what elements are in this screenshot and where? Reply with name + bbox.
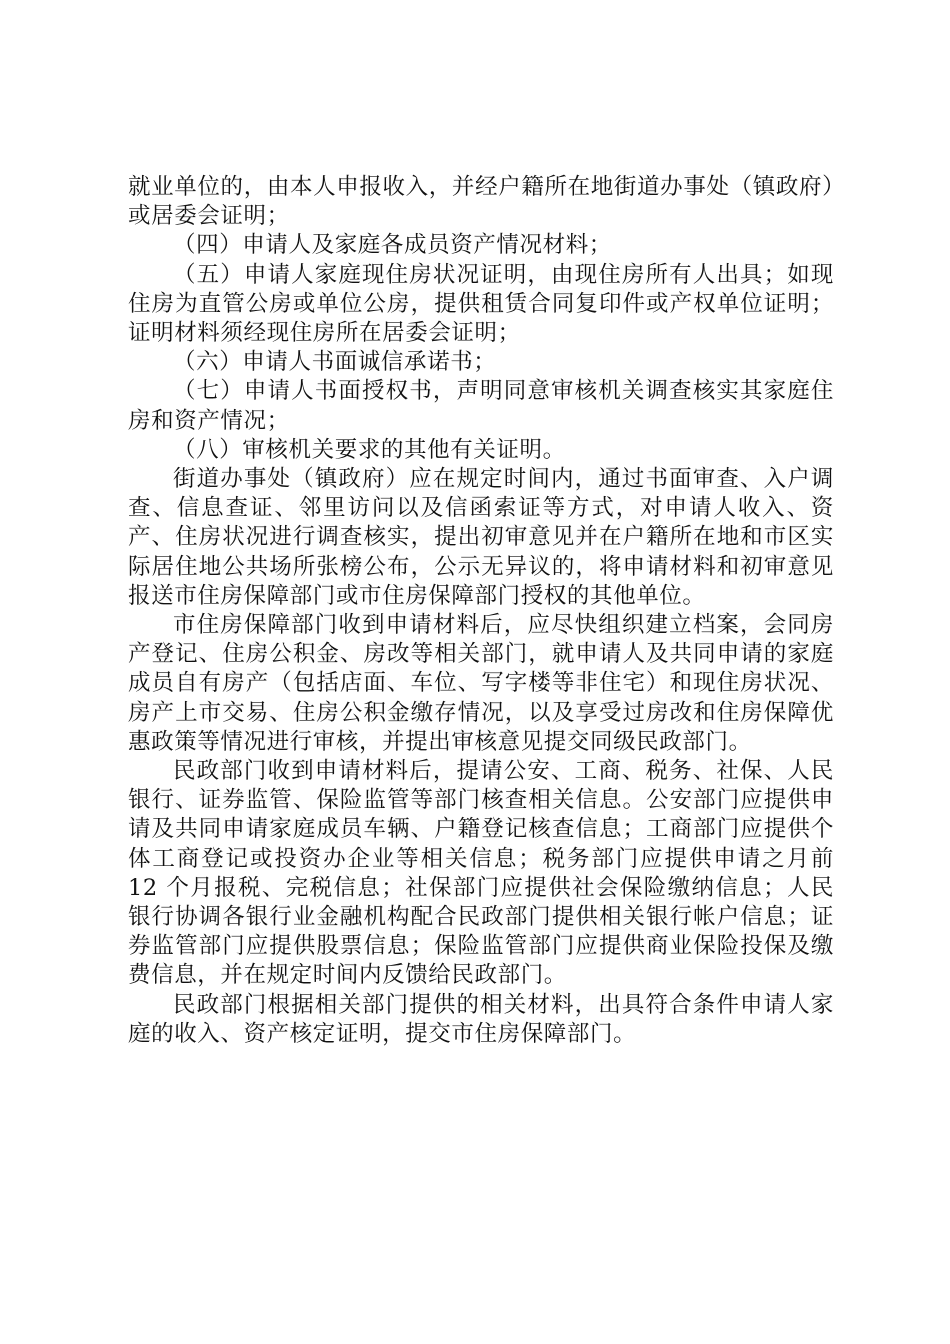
- paragraph-civil-affairs-certificate: 民政部门根据相关部门提供的相关材料，出具符合条件申请人家庭的收入、资产核定证明，提交市住房保障部门。: [128, 991, 834, 1047]
- paragraph-civil-affairs-check: 民政部门收到申请材料后，提请公安、工商、税务、社保、人民银行、证券监管、保险监管等部门核查相关信息。公安部门应提供申请及共同申请家庭成员车辆、户籍登记核查信息；工商部门应提供个体工商登记或投资办企业等相关信息；税务部门应提供申请之月前 12 个月报税、完税信息；社保部门应提供社会保险缴纳信息；人民银行协调各银行业金融机构配合民政部门提供相关银行帐户信息；证券监管部门应提供股票信息；保险监管部门应提供商业保险投保及缴费信息，并在规定时间内反馈给民政部门。: [128, 758, 834, 989]
- paragraph-item-6: （六）申请人书面诚信承诺书；: [173, 349, 497, 376]
- paragraph-income-continuation: 就业单位的，由本人申报收入，并经户籍所在地街道办事处（镇政府）或居委会证明；: [128, 174, 834, 230]
- paragraph-item-4: （四）申请人及家庭各成员资产情况材料；: [173, 232, 612, 259]
- paragraph-item-7: （七）申请人书面授权书，声明同意审核机关调查核实其家庭住房和资产情况；: [128, 378, 834, 434]
- paragraph-street-office-review: 街道办事处（镇政府）应在规定时间内，通过书面审查、入户调查、信息查证、邻里访问以及信函索证等方式，对申请人收入、资产、住房状况进行调查核实，提出初审意见并在户籍所在地和市区实际居住地公共场所张榜公布，公示无异议的，将申请材料和初审意见报送市住房保障部门或市住房保障部门授权的其他单位。: [128, 466, 834, 609]
- document-body: [128, 173, 834, 1049]
- paragraph-item-5: （五）申请人家庭现住房状况证明，由现住房所有人出具；如现住房为直管公房或单位公房，提供租赁合同复印件或产权单位证明；证明材料须经现住房所在居委会证明；: [128, 261, 834, 347]
- paragraph-item-8: （八）审核机关要求的其他有关证明。: [173, 436, 566, 463]
- paragraph-housing-dept-review: 市住房保障部门收到申请材料后，应尽快组织建立档案，会同房产登记、住房公积金、房改等相关部门，就申请人及共同申请的家庭成员自有房产（包括店面、车位、写字楼等非住宅）和现住房状况、房产上市交易、住房公积金缴存情况，以及享受过房改和住房保障优惠政策等情况进行审核，并提出审核意见提交同级民政部门。: [128, 612, 834, 755]
